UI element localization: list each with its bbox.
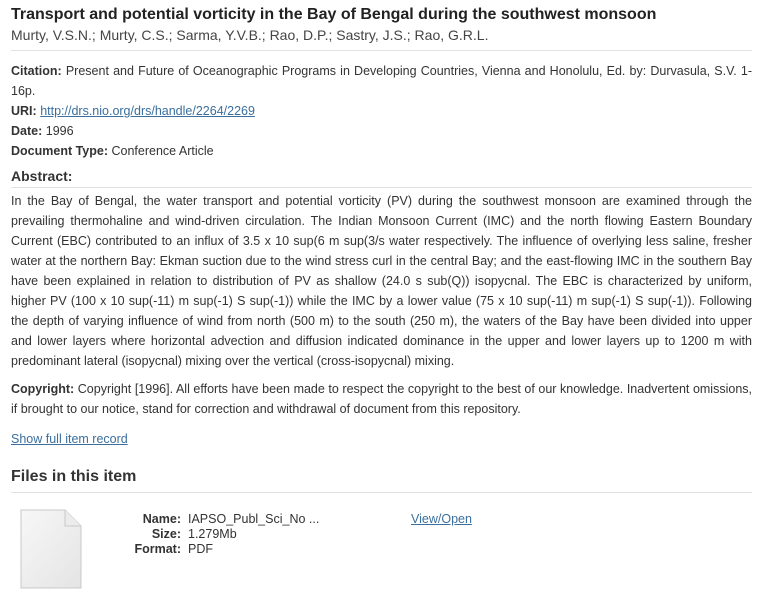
uri-label: URI: [11, 104, 37, 118]
date-value: 1996 [45, 124, 74, 138]
uri-field [11, 101, 752, 121]
document-type-label: Document Type: [11, 144, 108, 158]
file-format-label: Format: [134, 542, 181, 556]
copyright-field [11, 379, 752, 419]
view-open-link[interactable]: View/Open [411, 512, 472, 526]
citation-label: Citation: [11, 64, 62, 78]
copyright-label: Copyright: [11, 382, 75, 396]
file-icon-graphic [20, 509, 82, 589]
file-item [11, 500, 752, 590]
file-metadata [117, 512, 319, 557]
date-label: Date: [11, 124, 43, 138]
date-field [11, 121, 752, 141]
document-type-field [11, 141, 752, 161]
file-icon[interactable] [20, 509, 82, 589]
uri-link[interactable]: http://drs.nio.org/drs/handle/2264/2269 [40, 104, 255, 118]
item-record [11, 5, 752, 590]
show-full-record-link[interactable]: Show full item record [11, 432, 128, 446]
abstract-text: In the Bay of Bengal, the water transport and potential vorticity (PV) during the southwest monsoon are examined through the prevailing thermohaline and wind-driven circulation. The Indian Monsoon Current (IMC) and the north flowing Eastern Boundary Current (EBC) contributed to an influx of 3.5 x 10 sup(6 m sup(3/s water respectively. The influence of overlying less saline, fresher water at the northern Bay: Ekman suction due to the wind stress curl in the central Bay; and the east-flowing IMC in the southern Bay have been explained in relation to distribution of PV as shallow (24.0 s sub(Q)) isopycnal. The EBC is characterized by uniform, higher PV (100 x 10 sup(-11) m sup(-1) S sup(-1)) while the IMC by a lower value (75 x 10 sup(-11) m sup(-1) S sup(-1)). Following the depth of varying influence of wind from north (500 m) to the south (250 m), the waters of the Bay have been divided into upper and lower layers where horizontal advection and diffusion indicated dominance in the upper and lower layers up to 1200 m with predominant lateral (isopycnal) mixing over the vertical (cross-isopycnal) mixing. [11, 194, 752, 368]
title-divider [11, 50, 752, 51]
file-format-row [117, 542, 319, 557]
file-size-row [117, 527, 319, 542]
abstract-divider [11, 187, 752, 188]
file-size-value: 1.279Mb [188, 527, 237, 541]
files-heading: Files in this item [11, 468, 137, 485]
file-name-row [117, 512, 319, 527]
citation-field [11, 61, 752, 101]
file-size-label: Size: [151, 527, 181, 541]
citation-value: Present and Future of Oceanographic Programs in Developing Countries, Vienna and Honolulu, Ed. by: Durvasula, S.V. 1-16p. [11, 64, 752, 98]
file-format-value: PDF [188, 542, 213, 556]
file-name-value: IAPSO_Publ_Sci_No ... [188, 512, 320, 526]
item-title: Transport and potential vorticity in the Bay of Bengal during the southwest monsoon [11, 6, 657, 23]
files-divider [11, 492, 752, 493]
item-authors: Murty, V.S.N.; Murty, C.S.; Sarma, Y.V.B.; Rao, D.P.; Sastry, J.S.; Rao, G.R.L. [11, 27, 489, 43]
copyright-text: Copyright [1996]. All efforts have been made to respect the copyright to the best of our knowledge. Inadvertent omissions, if brought to our notice, stand for correction and withdrawal of document from this repository. [11, 382, 752, 416]
document-type-value: Conference Article [111, 144, 214, 158]
file-name-label: Name: [142, 512, 181, 526]
abstract-heading: Abstract: [11, 168, 73, 184]
